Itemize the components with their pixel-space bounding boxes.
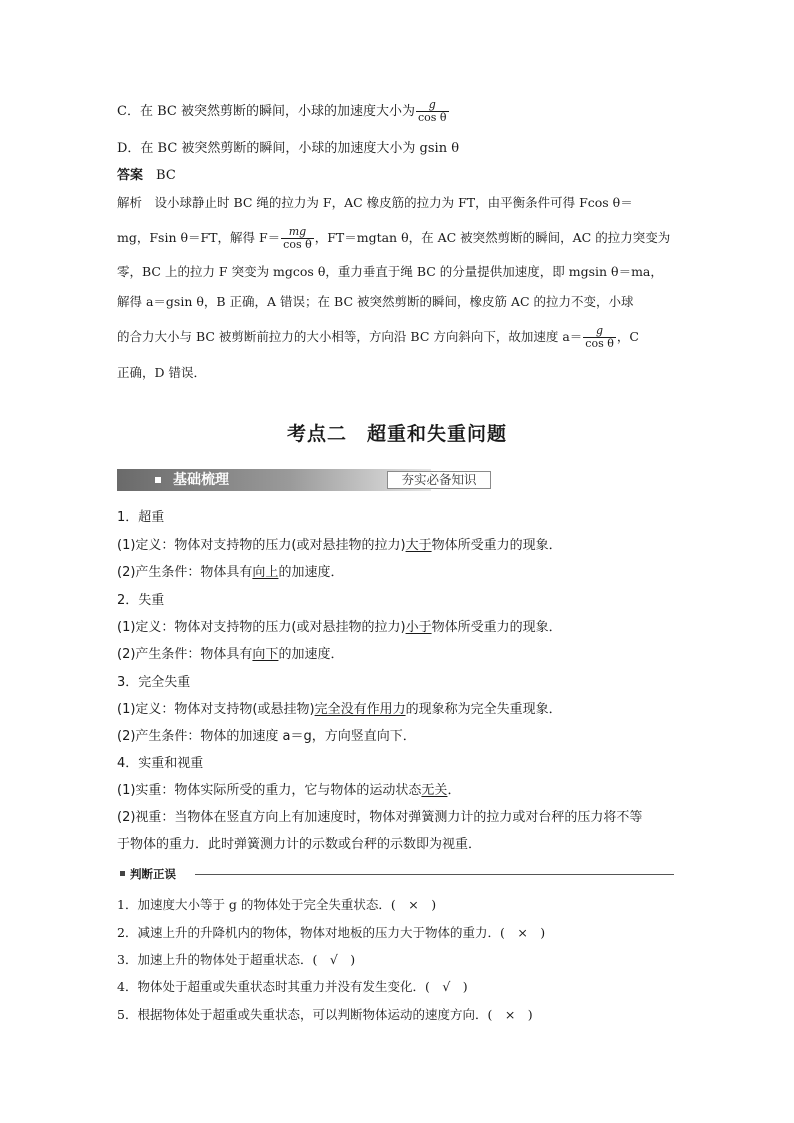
- apparent-weight-definition-2: 于物体的重力．此时弹簧测力计的示数或台秤的示数即为视重．: [117, 837, 482, 852]
- square-bullet-icon: [155, 477, 161, 483]
- underlined-keyword: 完全没有作用力: [314, 702, 406, 717]
- analysis-fraction-mg: [281, 226, 314, 251]
- heading-weightlessness: 2．失重: [117, 593, 165, 608]
- analysis-line-2: [117, 226, 670, 251]
- text: 物体所受重力的现象．: [431, 620, 562, 635]
- overweight-condition: [117, 564, 343, 582]
- divider: [195, 874, 674, 875]
- analysis-text: ，FT＝mgtan θ，在 AC 被突然剪断的瞬间，AC 的拉力突变为: [314, 230, 671, 245]
- fraction-numerator: mg: [281, 226, 314, 239]
- analysis-line-5: [117, 325, 639, 350]
- banner-left-label: 基础梳理: [173, 472, 229, 488]
- complete-weightlessness-definition: [117, 701, 562, 719]
- text: (1)实重：物体实际所受的重力，它与物体的运动状态: [117, 783, 422, 798]
- text: 的加速度．: [278, 647, 344, 662]
- analysis-line-4: 解得 a＝gsin θ，B 正确，A 错误；在 BC 被突然剪断的瞬间，橡皮筋 AC 的拉力不变，小球: [117, 294, 634, 309]
- fraction-numerator: g: [583, 325, 616, 338]
- judge-item: 1．加速度大小等于 g 的物体处于完全失重状态．( × ): [117, 897, 437, 912]
- section-banner: [117, 469, 477, 491]
- analysis-line-3: 零，BC 上的拉力 F 突变为 mgcos θ，重力垂直于绳 BC 的分量提供加速度，即 mgsin θ＝ma，: [117, 264, 663, 279]
- underlined-keyword: 大于: [405, 538, 432, 553]
- answer-line: [117, 167, 176, 185]
- text: (1)定义：物体对支持物的压力(或对悬挂物的拉力): [117, 620, 406, 635]
- text: ．: [447, 783, 461, 798]
- fraction-denominator: cos θ: [283, 238, 312, 251]
- judge-item: 3．加速上升的物体处于超重状态．( √ ): [117, 952, 356, 967]
- analysis-text: 的合力大小与 BC 被剪断前拉力的大小相等，方向沿 BC 方向斜向下，故加速度 a＝: [117, 329, 583, 344]
- option-c-fraction: [416, 99, 449, 124]
- underweight-definition: [117, 619, 562, 637]
- fraction-numerator: g: [416, 99, 449, 112]
- answer-label: 答案: [117, 168, 144, 183]
- square-bullet-icon: [120, 871, 125, 876]
- judge-item: 2．减速上升的升降机内的物体，物体对地板的压力大于物体的重力．( × ): [117, 925, 546, 940]
- section-title: 考点二 超重和失重问题: [286, 423, 507, 445]
- banner-right: 夯实必备知识: [387, 471, 491, 489]
- heading-overweight: 1．超重: [117, 510, 165, 525]
- judge-title: 判断正误: [130, 867, 176, 881]
- text: (1)定义：物体对支持物的压力(或对悬挂物的拉力): [117, 538, 406, 553]
- text: (2)产生条件：物体具有: [117, 565, 253, 580]
- judge-item: 5．根据物体处于超重或失重状态，可以判断物体运动的速度方向．( × ): [117, 1007, 533, 1022]
- answer-value: BC: [156, 168, 176, 183]
- underlined-keyword: 向上: [252, 565, 279, 580]
- text: 的现象称为完全失重现象．: [405, 702, 562, 717]
- overweight-definition: [117, 537, 562, 555]
- fraction-denominator: cos θ: [417, 111, 447, 124]
- banner-left: [121, 471, 271, 489]
- analysis-text: mg，Fsin θ＝FT，解得 F＝: [117, 230, 281, 245]
- underlined-keyword: 小于: [405, 620, 432, 635]
- fraction-denominator: cos θ: [585, 337, 614, 350]
- real-weight-definition: [117, 782, 460, 800]
- heading-real-apparent-weight: 4．实重和视重: [117, 756, 204, 771]
- analysis-fraction-g: [583, 325, 616, 350]
- analysis-text: ，C: [616, 329, 639, 344]
- text: (2)产生条件：物体具有: [117, 647, 253, 662]
- heading-complete-weightlessness: 3．完全失重: [117, 675, 191, 690]
- text: 物体所受重力的现象．: [431, 538, 562, 553]
- underlined-keyword: 无关: [421, 783, 448, 798]
- judge-header: [117, 866, 674, 882]
- underweight-condition: [117, 646, 343, 664]
- option-c: [117, 99, 450, 124]
- option-c-text: C．在 BC 被突然剪断的瞬间，小球的加速度大小为: [117, 104, 415, 119]
- judge-item: 4．物体处于超重或失重状态时其重力并没有发生变化．( √ ): [117, 979, 468, 994]
- text: (1)定义：物体对支持物(或悬挂物): [117, 702, 315, 717]
- complete-weightlessness-condition: (2)产生条件：物体的加速度 a＝g，方向竖直向下．: [117, 729, 416, 744]
- text: 的加速度．: [278, 565, 344, 580]
- analysis-line-6: 正确，D 错误．: [117, 365, 206, 380]
- analysis-line-1: 解析 设小球静止时 BC 绳的拉力为 F，AC 橡皮筋的拉力为 FT，由平衡条件可得 Fcos θ＝: [117, 195, 633, 210]
- option-d: D．在 BC 被突然剪断的瞬间，小球的加速度大小为 gsin θ: [117, 141, 460, 156]
- apparent-weight-definition-1: (2)视重：当物体在竖直方向上有加速度时，物体对弹簧测力计的拉力或对台秤的压力将不等: [117, 810, 643, 825]
- underlined-keyword: 向下: [252, 647, 279, 662]
